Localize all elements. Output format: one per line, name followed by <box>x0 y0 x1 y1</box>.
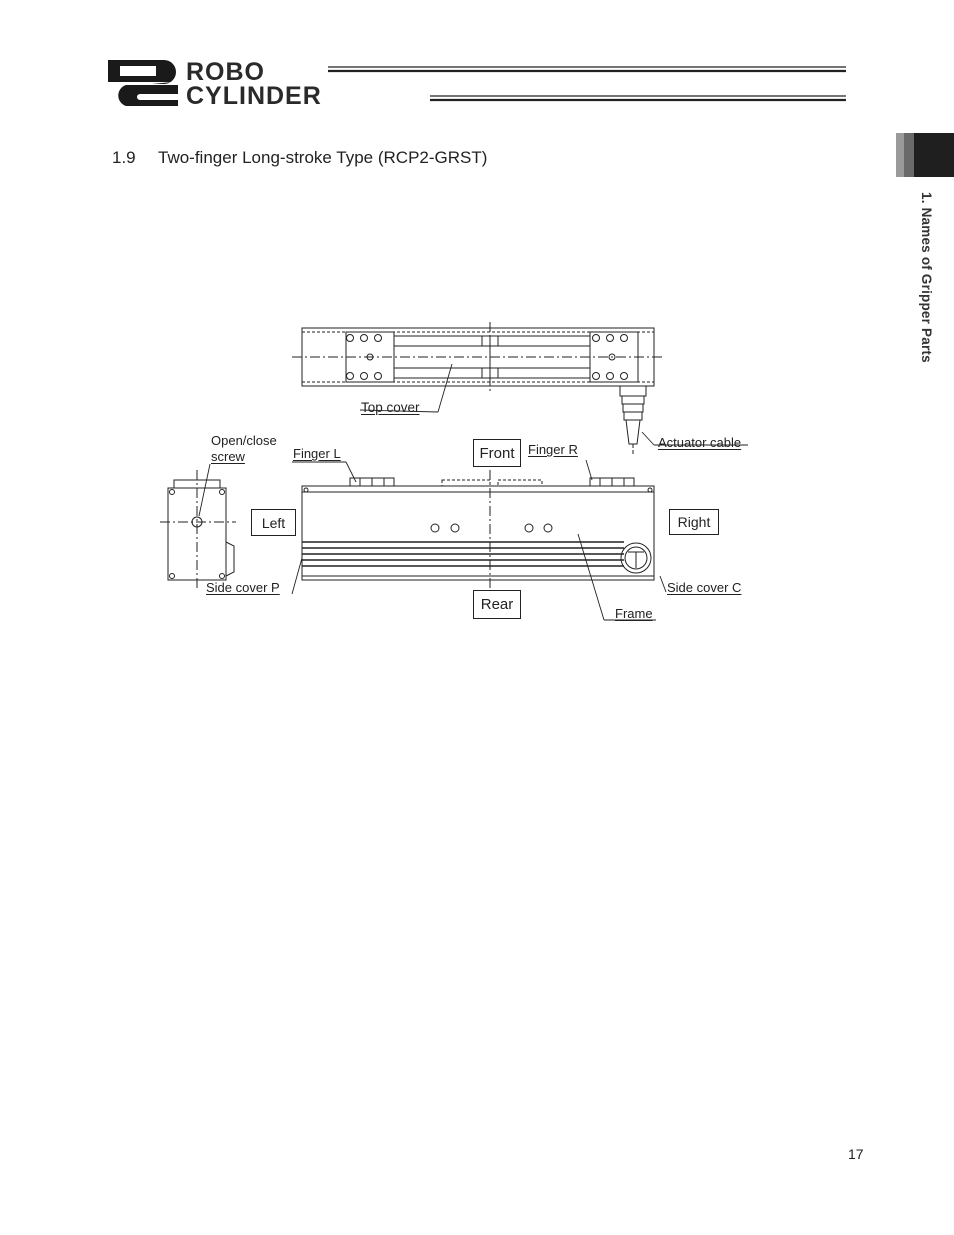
label-rear: Rear <box>473 590 521 619</box>
label-left: Left <box>251 509 296 536</box>
chapter-tab-dark-block <box>914 133 954 177</box>
robo-cylinder-logo <box>106 58 848 108</box>
chapter-tab <box>896 133 954 177</box>
logo-text-bottom: CYLINDER <box>186 82 322 108</box>
chapter-tab-mid-bar <box>904 133 914 177</box>
section-title <box>112 148 487 168</box>
side-view <box>160 470 236 588</box>
label-side-cover-p: Side cover P <box>206 580 280 595</box>
label-open-close-line1: Open/close <box>211 433 277 448</box>
label-finger-l: Finger L <box>293 446 341 461</box>
label-top-cover: Top cover <box>361 400 420 415</box>
logo-text-top: ROBO <box>186 58 265 86</box>
page-number: 17 <box>848 1146 864 1162</box>
label-right: Right <box>669 509 719 535</box>
label-finger-r: Finger R <box>528 442 578 457</box>
chapter-tab-light-bar <box>896 133 904 177</box>
top-view <box>292 322 664 456</box>
label-open-close-line2: screw <box>211 449 245 464</box>
label-front: Front <box>473 439 521 467</box>
label-side-cover-c: Side cover C <box>667 580 742 595</box>
label-actuator-cable: Actuator cable <box>658 435 742 450</box>
label-frame: Frame <box>615 606 653 621</box>
section-number: 1.9 <box>112 148 136 167</box>
rc-logo-mark-icon <box>108 60 178 106</box>
header-rule-lines <box>328 67 846 100</box>
front-view <box>302 470 654 588</box>
chapter-tab-label: 1. Names of Gripper Parts <box>919 192 934 363</box>
section-heading: Two-finger Long-stroke Type (RCP2-GRST) <box>158 148 488 167</box>
